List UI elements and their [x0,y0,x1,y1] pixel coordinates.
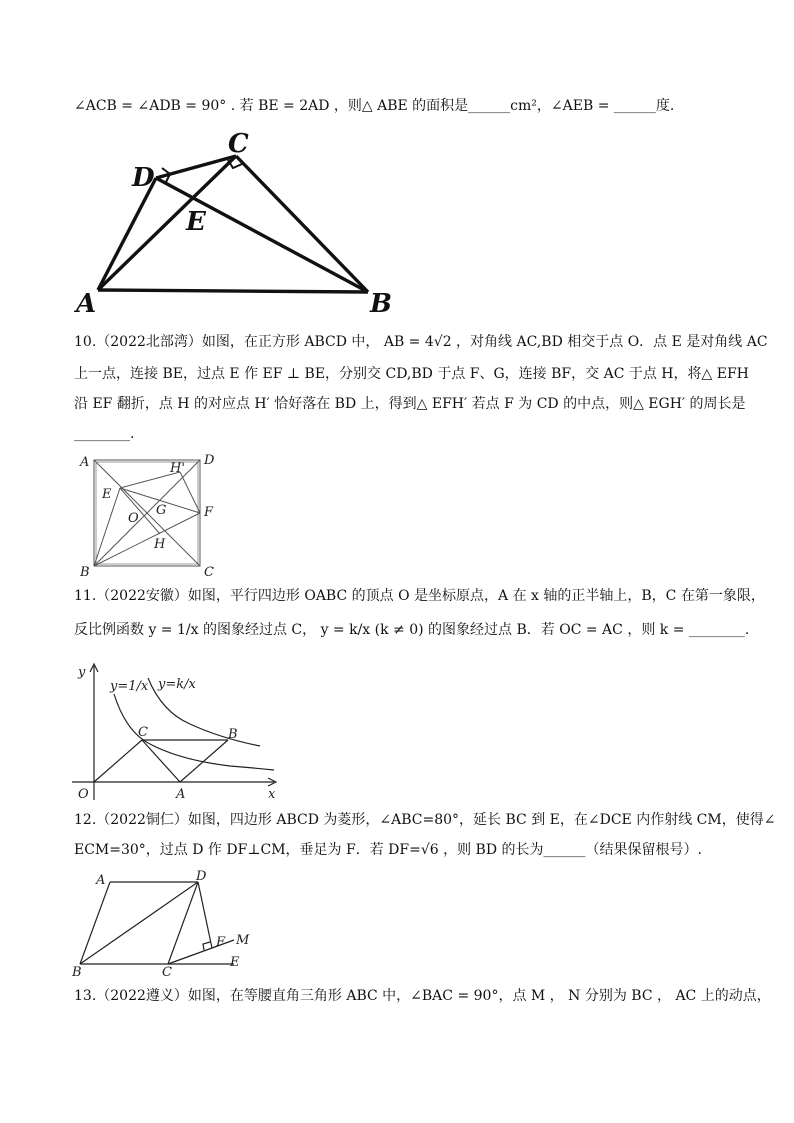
label-E: E [230,955,240,970]
label-curve-k-over-x: y=k/x [158,677,196,692]
q13-text-line: 13.（2022遵义）如图，在等腰直角三角形 ABC 中，∠BAC = 90°，点 M ， N 分别为 BC ， AC 上的动点， [74,988,771,1004]
label-F: F [216,935,226,950]
segment-AB [98,290,368,292]
label-E: E [186,207,206,237]
segment-AB [80,882,110,964]
label-H: H [154,537,166,552]
q10-text-line-2: 上一点，连接 BE，过点 E 作 EF ⊥ BE，分别交 CD,BD 于点 F、G，连接 BF，交 AC 于点 H，将△ EFH [74,366,749,382]
q12-text-line-2: ECM=30°，过点 D 作 DF⊥CM，垂足为 F．若 DF=√6 ，则 BD 的长为______（结果保留根号）. [74,842,702,858]
figure-q10-square [76,450,226,580]
label-C: C [228,129,249,159]
label-D: D [196,869,207,884]
q11-text-line-2: 反比例函数 y = 1/x 的图象经过点 C， y = k/x (k ≠ 0) 的图象经过点 B．若 OC = AC ，则 k = ________. [74,622,750,638]
label-D: D [204,453,215,468]
label-B: B [370,289,392,316]
label-y-axis: y [78,665,86,680]
segment-EH [120,488,160,534]
figure-q11-coordinate-plane [70,660,290,805]
segment-CA [142,740,180,782]
label-B: B [72,965,82,978]
segment-BA [180,740,228,782]
q10-text-line-4: ________. [74,426,135,442]
label-A: A [76,289,97,316]
segment-CB [236,156,368,292]
label-O: O [128,511,139,526]
q12-text-line-1: 12.（2022铜仁）如图，四边形 ABCD 为菱形，∠ABC=80°，延长 BC 到 E，在∠DCE 内作射线 CM，使得∠ [74,812,776,828]
segment-AD [98,178,156,290]
q10-text-line-1: 10.（2022北部湾）如图，在正方形 ABCD 中， AB = 4√2 ，对角线 AC,BD 相交于点 O．点 E 是对角线 AC [74,334,768,350]
label-A: A [96,873,106,888]
segment-OC [94,740,142,782]
segment-BD [80,882,198,964]
q9-text-line: ∠ACB = ∠ADB = 90° . 若 BE = 2AD ，则△ ABE 的面积是______cm²，∠AEB = ______度. [74,98,675,114]
label-B: B [80,565,90,580]
label-C: C [138,725,148,740]
label-H-prime: H' [170,461,185,476]
label-C: C [162,965,172,978]
q11-text-line-1: 11.（2022安徽）如图，平行四边形 OABC 的顶点 O 是坐标原点，A 在 x 轴的正半轴上，B，C 在第一象限， [74,588,765,604]
label-F: F [204,505,214,520]
label-E: E [102,487,112,502]
figure-q12-rhombus [70,868,260,978]
label-B: B [228,727,238,742]
label-x-axis: x [268,787,276,802]
label-O: O [78,787,89,802]
segment-DF [198,882,212,948]
label-C: C [204,565,214,580]
segment-DC [168,882,198,964]
label-M: M [236,933,250,948]
label-G: G [156,503,167,518]
figure-q9-quadrilateral [70,126,400,316]
segment-BF [94,513,200,566]
q10-text-line-3: 沿 EF 翻折，点 H 的对应点 H′ 恰好落在 BD 上，得到△ EFH′ 若点 F 为 CD 的中点，则△ EGH′ 的周长是 [74,396,746,412]
label-curve-1-over-x: y=1/x [110,679,149,694]
segment-H'F [180,472,200,513]
label-A: A [80,455,90,470]
label-A: A [176,787,186,802]
label-D: D [132,163,155,193]
